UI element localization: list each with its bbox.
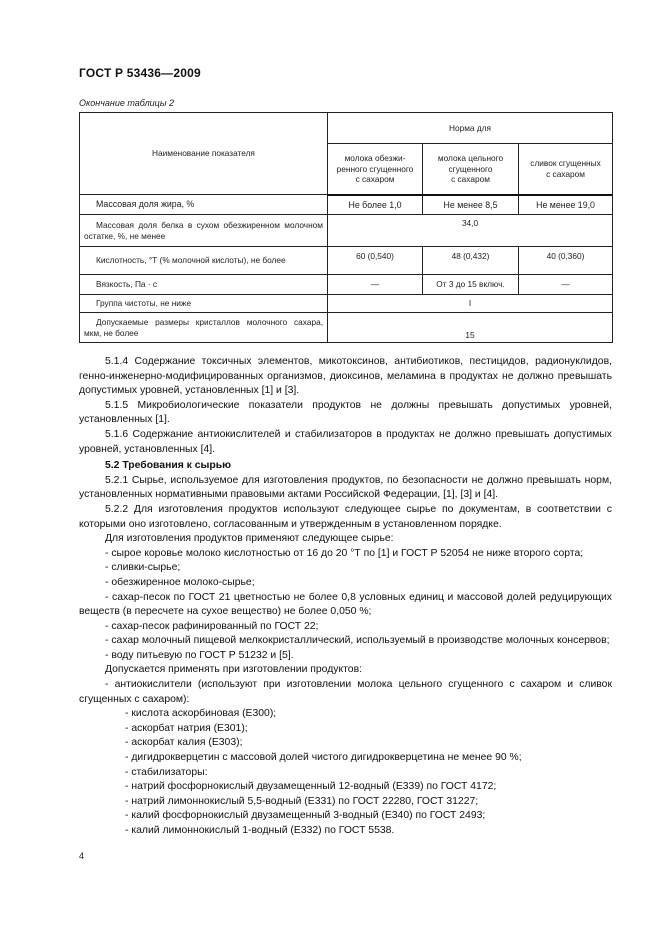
list-item: - дигидрокверцетин с массовой долей чистого дигидрокверцетина не менее 90 %; — [125, 752, 522, 764]
list-item: - сливки-сырье; — [105, 562, 181, 574]
header-line: молока обезжи- — [344, 153, 406, 163]
row-value-merged: 34,0 — [328, 215, 613, 247]
list-item: - воду питьевую по ГОСТ Р 51232 и [5]. — [105, 649, 294, 661]
row-value: 60 (0,540) — [328, 247, 423, 275]
row-value: От 3 до 15 включ. — [423, 275, 519, 295]
paragraph-5-2-1: 5.2.1 Сырье, используемое для изготовления продуктов, по безопасности не должно превышать норм, установленных нормативными правовыми актами Российской Федерации, [1], [3] и [4]. — [79, 474, 612, 501]
row-value: Не более 1,0 — [328, 195, 423, 215]
row-name: Группа чистоты, не ниже — [80, 295, 328, 313]
paragraph-5-2-2: 5.2.2 Для изготовления продуктов используют следующее сырье по документам, в соответствии с которыми оно изготовлено, согласованным и утвержденным в установленном порядке. — [79, 503, 612, 530]
paragraph-5-1-5: 5.1.5 Микробиологические показатели продуктов не должны превышать допустимых уровней, установленных [1]. — [79, 399, 612, 426]
header-line: с сахаром — [451, 174, 490, 184]
table-row — [80, 195, 613, 215]
row-name: Массовая доля белка в сухом обезжиренном молочном остатке, %, не менее — [80, 215, 328, 247]
row-value-merged: 15 — [328, 313, 613, 343]
row-name: Массовая доля жира, % — [80, 195, 328, 215]
list-item: - аскорбат калия (Е303); — [125, 737, 243, 749]
paragraph-5-1-6: 5.1.6 Содержание антиокислителей и стабилизаторов в продуктах не должно превышать допустимых уровней, установленных [4]. — [79, 428, 612, 455]
row-value-merged: I — [328, 295, 613, 313]
table-row — [80, 275, 613, 295]
paragraph-5-1-4: 5.1.4 Содержание токсичных элементов, микотоксинов, антибиотиков, пестицидов, радионуклидов, генно-инженерно-модифицированных организмов, диоксинов, меламина в продуктах не должно превышать допустимых уровней, установленных [1] и [3]. — [79, 356, 612, 397]
table-header-row — [80, 113, 613, 144]
header-line: сливок сгущенных — [530, 158, 601, 169]
table-caption: Окончание таблицы 2 — [79, 98, 174, 108]
section-heading-5-2: 5.2 Требования к сырью — [105, 460, 232, 472]
specification-table — [79, 112, 613, 343]
row-value: — — [328, 275, 423, 295]
table-row — [80, 313, 613, 343]
row-name: Кислотность, °Т (% молочной кислоты), не более — [80, 247, 328, 275]
header-line: с сахаром — [546, 168, 585, 179]
table-row — [80, 295, 613, 313]
table-row — [80, 215, 613, 247]
document-header-title: ГОСТ Р 53436—2009 — [79, 66, 201, 80]
row-name: Допускаемые размеры кристаллов молочного сахара, мкм, не более — [80, 313, 328, 343]
list-item: - натрий фосфорнокислый двузамещенный 12-водный (Е339) по ГОСТ 4172; — [125, 781, 497, 793]
row-value: 40 (0,360) — [519, 247, 613, 275]
table-row — [80, 247, 613, 275]
list-item: - сахар-песок рафинированный по ГОСТ 22; — [105, 620, 319, 632]
paragraph-allowed-intro: Допускается применять при изготовлении продуктов: — [105, 664, 362, 676]
paragraph-raw-materials-intro: Для изготовления продуктов применяют следующее сырье: — [105, 533, 394, 545]
row-name: Вязкость, Па · с — [80, 275, 328, 295]
page-number: 4 — [79, 851, 85, 861]
header-col-cream — [519, 144, 613, 195]
header-line: молока цельного — [437, 153, 504, 163]
list-item: - сырое коровье молоко кислотностью от 16 до 20 °Т по [1] и ГОСТ Р 52054 не ниже второго сорта; — [105, 547, 584, 559]
list-item: - сахар молочный пищевой мелкокристаллический, используемый в производстве молочных консервов; — [105, 635, 610, 647]
list-item: - антиокислители (используют при изготовлении молока цельного сгущенного с сахаром и сливок сгущенных с сахаром): — [79, 679, 612, 705]
header-col-skim-milk — [328, 144, 423, 195]
row-value: Не менее 19,0 — [519, 195, 613, 215]
row-value: 48 (0,432) — [423, 247, 519, 275]
header-col-whole-milk — [423, 144, 519, 195]
list-item: - аскорбат натрия (Е301); — [125, 722, 248, 734]
header-line: сгущенного — [448, 163, 493, 174]
row-value: — — [519, 275, 613, 295]
list-item: - калий фосфорнокислый двузамещенный 3-водный (Е340) по ГОСТ 2493; — [125, 810, 486, 822]
list-item: - сахар-песок по ГОСТ 21 цветностью не более 0,8 условных единиц и массовой долей редуцирующих веществ (в пересчете на сухое вещество) не более 0,050 %; — [79, 591, 612, 618]
list-item: - кислота аскорбиновая (Е300); — [125, 708, 277, 720]
header-name-column: Наименование показателя — [80, 113, 328, 195]
body-text — [79, 355, 612, 839]
header-line: с сахаром — [355, 174, 395, 184]
header-group-norm: Норма для — [328, 113, 613, 144]
row-value: Не менее 8,5 — [423, 195, 519, 215]
list-item: - калий лимоннокислый 1-водный (Е332) по ГОСТ 5538. — [125, 825, 395, 836]
list-item: - стабилизаторы: — [125, 766, 208, 778]
header-line: ренного сгущенного — [336, 163, 414, 174]
list-item: - обезжиренное молоко-сырье; — [105, 576, 255, 588]
list-item: - натрий лимоннокислый 5,5-водный (Е331) по ГОСТ 22280, ГОСТ 31227; — [125, 795, 479, 807]
